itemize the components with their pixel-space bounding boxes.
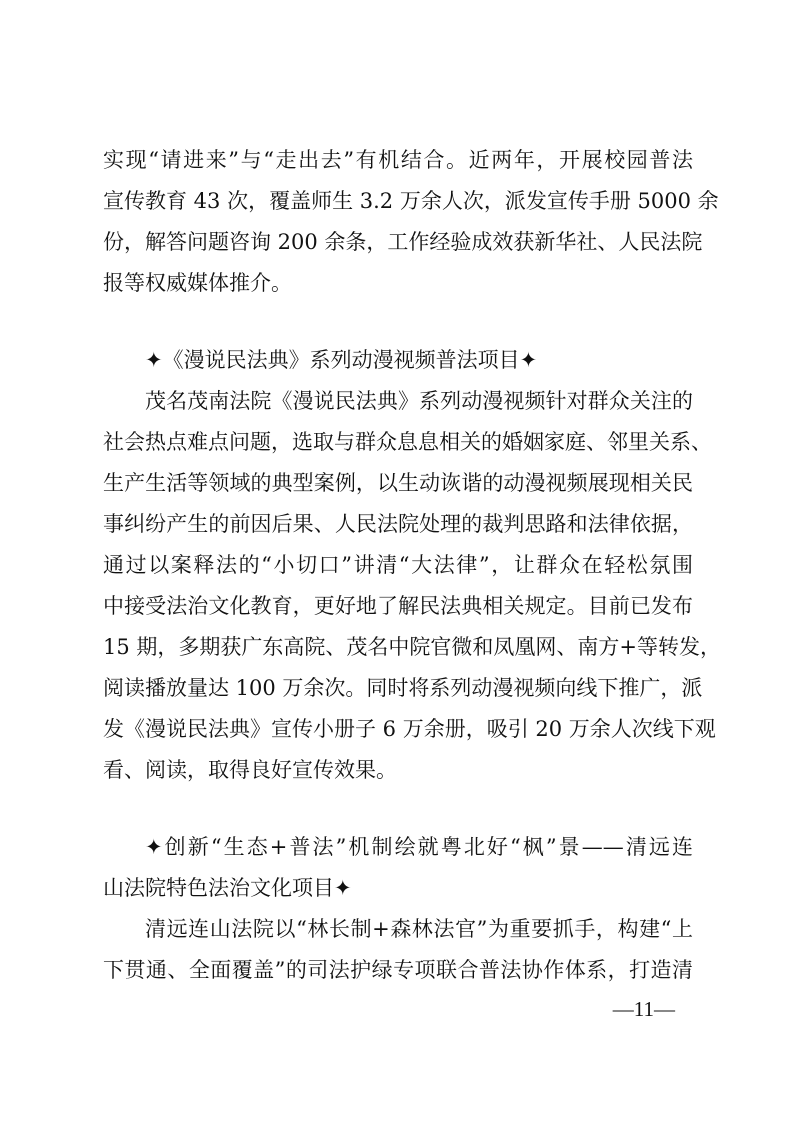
paragraph-line: 报等权威媒体推介。 [103,271,292,295]
paragraph-line: 宣传教育 43 次，覆盖师生 3.2 万余人次，派发宣传手册 5000 余 [103,189,719,213]
paragraph-line: 15 期，多期获广东高院、茂名中院官微和凤凰网、南方+等转发， [103,635,721,659]
section-heading: ✦《漫说民法典》系列动漫视频普法项目✦ [145,348,538,372]
paragraph-line: 实现“请进来”与“走出去”有机结合。近两年，开展校园普法 [103,148,693,172]
paragraph-line: 社会热点难点问题，选取与群众息息相关的婚姻家庭、邻里关系、 [103,430,712,454]
paragraph-line: 茂名茂南法院《漫说民法典》系列动漫视频针对群众关注的 [145,389,693,413]
paragraph-line: 份，解答问题咨询 200 余条，工作经验成效获新华社、人民法院 [103,230,703,254]
section-heading: ✦创新“生态+普法”机制绘就粤北好“枫”景——清远连 [145,835,693,859]
paragraph-line: 下贯通、全面覆盖”的司法护绿专项联合普法协作体系，打造清 [103,958,693,982]
paragraph-line: 中接受法治文化教育，更好地了解民法典相关规定。目前已发布 [103,594,693,618]
paragraph-line: 发《漫说民法典》宣传小册子 6 万余册，吸引 20 万余人次线下观 [103,717,716,741]
paragraph-line: 清远连山法院以“林长制+森林法官”为重要抓手，构建“上 [145,917,693,941]
paragraph-line: 生产生活等领域的典型案例，以生动诙谐的动漫视频展现相关民 [103,471,693,495]
paragraph-line: 阅读播放量达 100 万余次。同时将系列动漫视频向线下推广，派 [103,676,703,700]
paragraph-line: 看、阅读，取得良好宣传效果。 [103,758,397,782]
paragraph-line: 通过以案释法的“小切口”讲清“大法律”，让群众在轻松氛围 [103,553,693,577]
paragraph-line: 事纠纷产生的前因后果、人民法院处理的裁判思路和法律依据， [103,512,693,536]
page-number: —11— [612,997,675,1021]
section-heading: 山法院特色法治文化项目✦ [103,876,352,900]
